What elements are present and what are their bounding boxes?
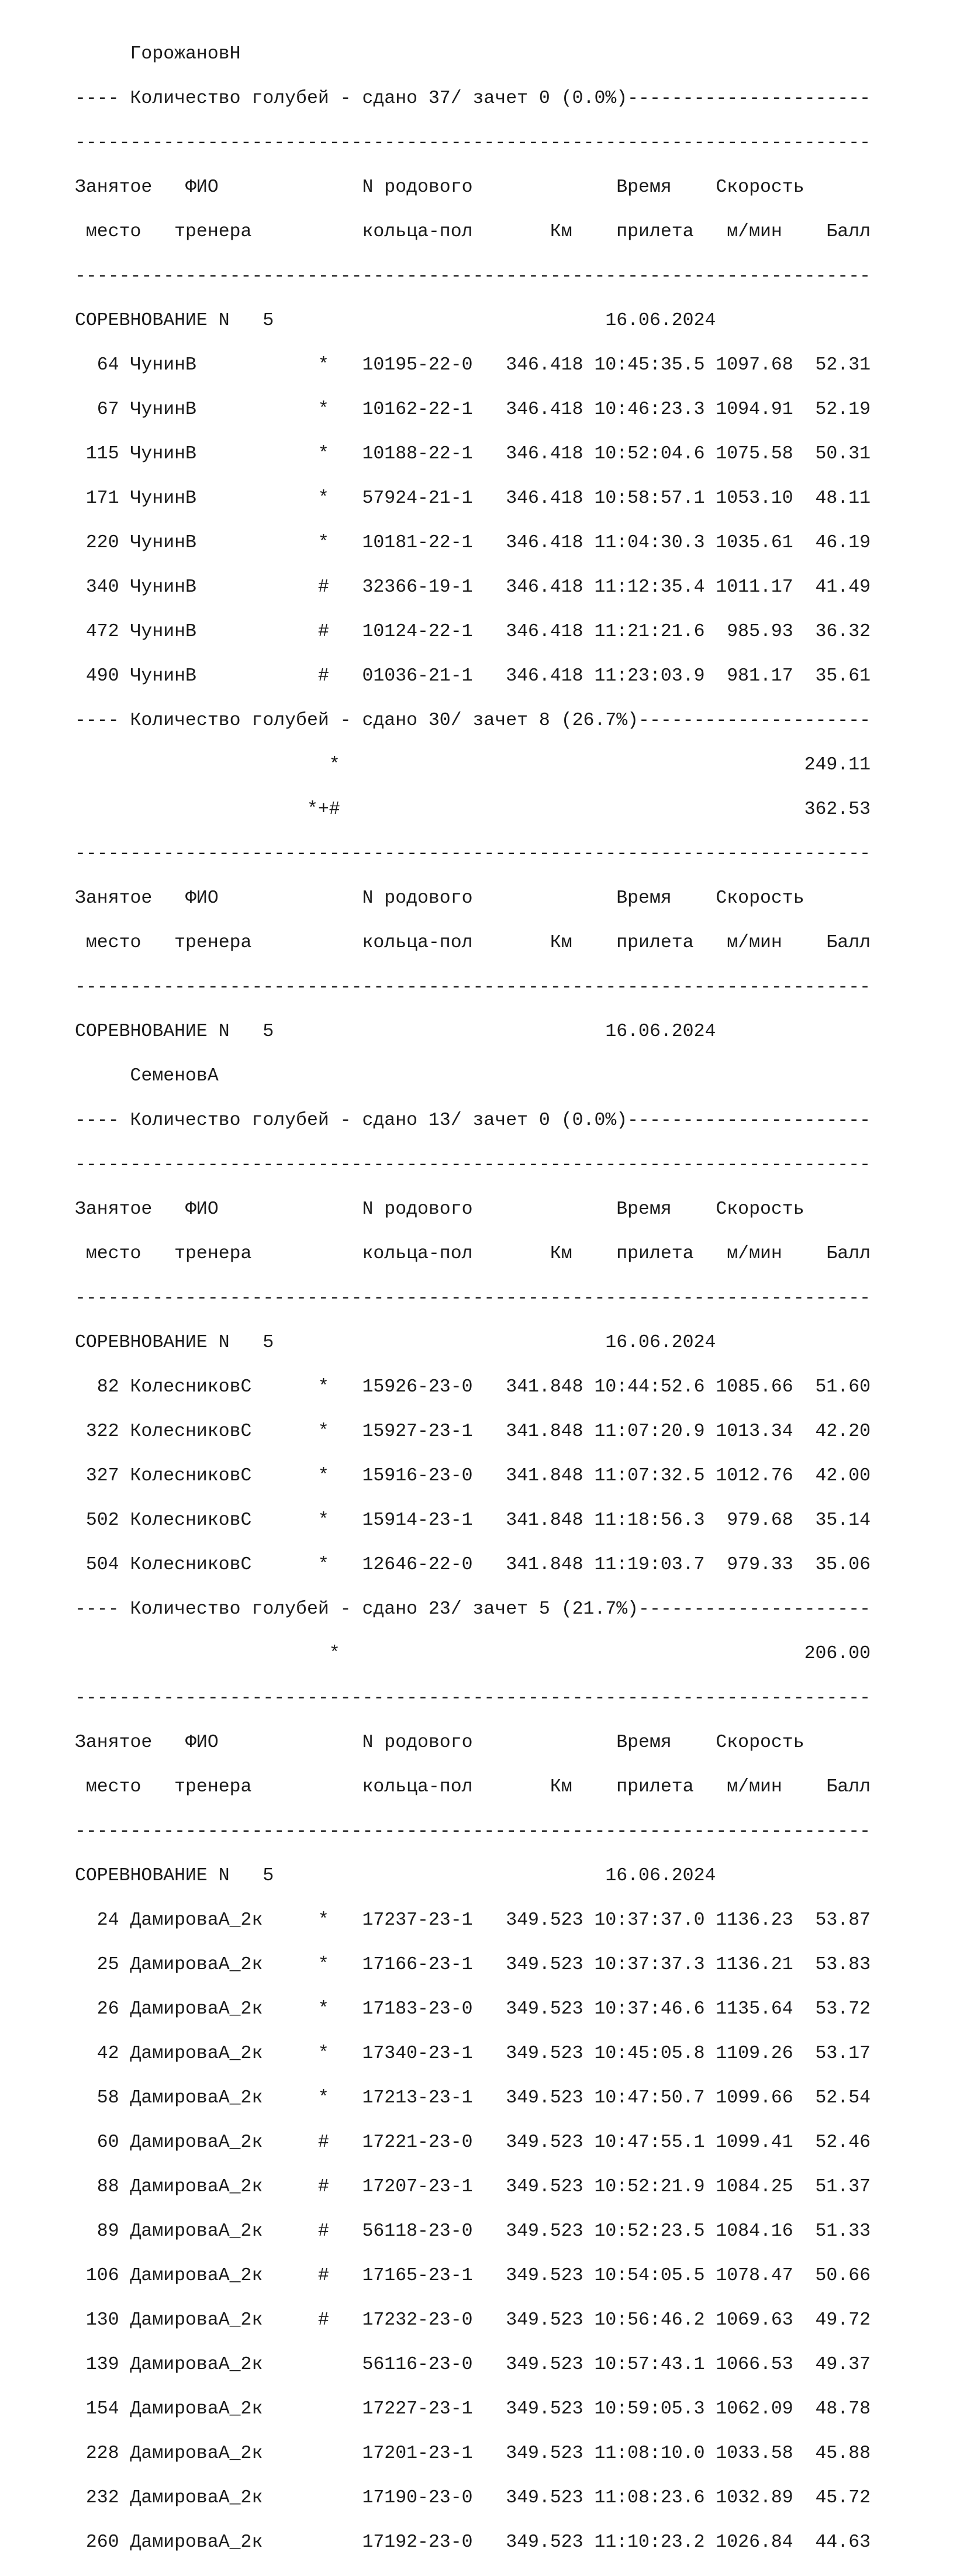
result-row: 472 ЧунинВ # 10124-22-1 346.418 11:21:21.6 985.93 36.32 [75, 621, 871, 642]
result-row: 24 ДамироваА_2к * 17237-23-1 349.523 10:37:37.0 1136.23 53.87 [75, 1910, 871, 1931]
column-header-row-2: место тренера кольца-пол Км прилета м/мин Балл [75, 1244, 871, 1264]
separator-line: ------------------------------------------------------------------------ [75, 1688, 871, 1708]
result-row: 88 ДамироваА_2к # 17207-23-1 349.523 10:52:21.9 1084.25 51.37 [75, 2177, 871, 2197]
column-header-row-1: Занятое ФИО N родового Время Скорость [75, 177, 804, 198]
result-row: 504 КолесниковС * 12646-22-0 341.848 11:19:03.7 979.33 35.06 [75, 1555, 871, 1575]
separator-line: ------------------------------------------------------------------------ [75, 133, 871, 153]
trainer-name: ГорожановН [75, 44, 241, 64]
result-row: 327 КолесниковС * 15916-23-0 341.848 11:07:32.5 1012.76 42.00 [75, 1466, 871, 1486]
result-row: 220 ЧунинВ * 10181-22-1 346.418 11:04:30.3 1035.61 46.19 [75, 533, 871, 553]
result-row: 154 ДамироваА_2к 17227-23-1 349.523 10:59:05.3 1062.09 48.78 [75, 2399, 871, 2419]
column-header-row-2: место тренера кольца-пол Км прилета м/мин Балл [75, 1777, 871, 1797]
trainer-name: СеменовА [75, 1066, 219, 1086]
score-total-row: * 206.00 [75, 1643, 871, 1664]
competition-header: СОРЕВНОВАНИЕ N 5 16.06.2024 [75, 1021, 716, 1042]
pigeon-count-summary: ---- Количество голубей - сдано 13/ зачет 0 (0.0%)---------------------- [75, 1110, 871, 1131]
result-row: 232 ДамироваА_2к 17190-23-0 349.523 11:08:23.6 1032.89 45.72 [75, 2488, 871, 2508]
result-row: 502 КолесниковС * 15914-23-1 341.848 11:18:56.3 979.68 35.14 [75, 1510, 871, 1531]
result-row: 171 ЧунинВ * 57924-21-1 346.418 10:58:57.1 1053.10 48.11 [75, 488, 871, 509]
pigeon-count-summary: ---- Количество голубей - сдано 37/ зачет 0 (0.0%)---------------------- [75, 88, 871, 109]
result-row: 58 ДамироваА_2к * 17213-23-1 349.523 10:47:50.7 1099.66 52.54 [75, 2088, 871, 2108]
pigeon-count-summary: ---- Количество голубей - сдано 23/ зачет 5 (21.7%)--------------------- [75, 1599, 871, 1620]
result-row: 106 ДамироваА_2к # 17165-23-1 349.523 10:54:05.5 1078.47 50.66 [75, 2266, 871, 2286]
result-row: 82 КолесниковС * 15926-23-0 341.848 10:44:52.6 1085.66 51.60 [75, 1377, 871, 1397]
separator-line: ------------------------------------------------------------------------ [75, 266, 871, 286]
result-row: 25 ДамироваА_2к * 17166-23-1 349.523 10:37:37.3 1136.21 53.83 [75, 1955, 871, 1975]
separator-line: ------------------------------------------------------------------------ [75, 977, 871, 997]
column-header-row-2: место тренера кольца-пол Км прилета м/мин Балл [75, 222, 871, 242]
result-row: 340 ЧунинВ # 32366-19-1 346.418 11:12:35.4 1011.17 41.49 [75, 577, 871, 598]
result-row: 139 ДамироваА_2к 56116-23-0 349.523 10:57:43.1 1066.53 49.37 [75, 2354, 871, 2375]
score-total-row: *+# 362.53 [75, 799, 871, 820]
separator-line: ------------------------------------------------------------------------ [75, 1155, 871, 1175]
result-row: 260 ДамироваА_2к 17192-23-0 349.523 11:10:23.2 1026.84 44.63 [75, 2532, 871, 2553]
result-row: 60 ДамироваА_2к # 17221-23-0 349.523 10:47:55.1 1099.41 52.46 [75, 2132, 871, 2153]
result-row: 228 ДамироваА_2к 17201-23-1 349.523 11:08:10.0 1033.58 45.88 [75, 2443, 871, 2464]
result-row: 130 ДамироваА_2к # 17232-23-0 349.523 10:56:46.2 1069.63 49.72 [75, 2310, 871, 2330]
result-row: 490 ЧунинВ # 01036-21-1 346.418 11:23:03.9 981.17 35.61 [75, 666, 871, 686]
result-row: 89 ДамироваА_2к # 56118-23-0 349.523 10:52:23.5 1084.16 51.33 [75, 2221, 871, 2242]
competition-header: СОРЕВНОВАНИЕ N 5 16.06.2024 [75, 1332, 716, 1353]
separator-line: ------------------------------------------------------------------------ [75, 844, 871, 864]
result-row: 322 КолесниковС * 15927-23-1 341.848 11:07:20.9 1013.34 42.20 [75, 1421, 871, 1442]
result-row: 26 ДамироваА_2к * 17183-23-0 349.523 10:37:46.6 1135.64 53.72 [75, 1999, 871, 2019]
result-row: 115 ЧунинВ * 10188-22-1 346.418 10:52:04.6 1075.58 50.31 [75, 444, 871, 464]
results-report [75, 43, 871, 2576]
column-header-row-1: Занятое ФИО N родового Время Скорость [75, 888, 804, 909]
result-row: 64 ЧунинВ * 10195-22-0 346.418 10:45:35.5 1097.68 52.31 [75, 355, 871, 375]
column-header-row-1: Занятое ФИО N родового Время Скорость [75, 1199, 804, 1220]
result-row: 42 ДамироваА_2к * 17340-23-1 349.523 10:45:05.8 1109.26 53.17 [75, 2043, 871, 2064]
column-header-row-1: Занятое ФИО N родового Время Скорость [75, 1732, 804, 1753]
pigeon-count-summary: ---- Количество голубей - сдано 30/ зачет 8 (26.7%)--------------------- [75, 710, 871, 731]
separator-line: ------------------------------------------------------------------------ [75, 1288, 871, 1308]
column-header-row-2: место тренера кольца-пол Км прилета м/мин Балл [75, 933, 871, 953]
competition-header: СОРЕВНОВАНИЕ N 5 16.06.2024 [75, 1866, 716, 1886]
competition-header: СОРЕВНОВАНИЕ N 5 16.06.2024 [75, 310, 716, 331]
score-total-row: * 249.11 [75, 755, 871, 775]
separator-line: ------------------------------------------------------------------------ [75, 1821, 871, 1842]
result-row: 67 ЧунинВ * 10162-22-1 346.418 10:46:23.3 1094.91 52.19 [75, 399, 871, 420]
